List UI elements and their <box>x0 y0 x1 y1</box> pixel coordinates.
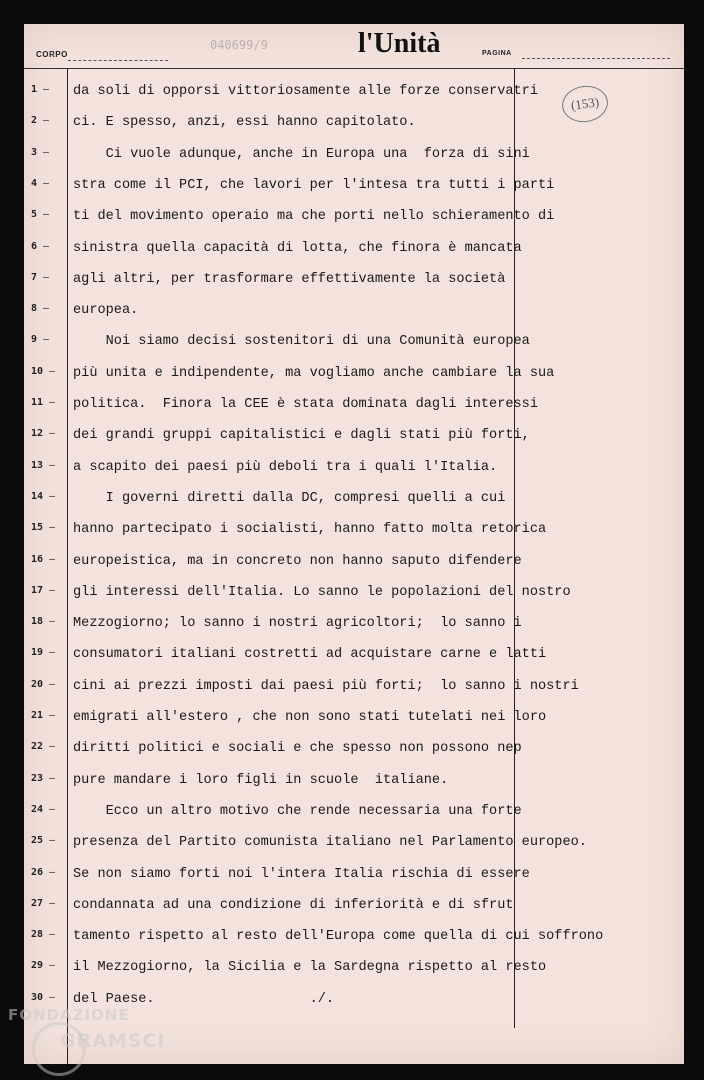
text-line <box>24 272 684 294</box>
line-number: 14 — <box>31 491 67 502</box>
line-text: stra come il PCI, che lavori per l'intesa tra tutti i parti <box>73 177 555 193</box>
typescript-page <box>24 24 684 1064</box>
line-text: Noi siamo decisi sostenitori di una Comunità europea <box>73 334 530 350</box>
pagina-field-line <box>522 58 670 59</box>
line-text: Se non siamo forti noi l'intera Italia rischia di essere <box>73 866 530 882</box>
text-line <box>24 960 684 982</box>
line-text: gli interessi dell'Italia. Lo sanno le popolazioni del nostro <box>73 584 571 600</box>
text-line <box>24 334 684 356</box>
line-number: 6 — <box>31 241 67 252</box>
line-text: più unita e indipendente, ma vogliamo anche cambiare la sua <box>73 365 555 381</box>
text-line <box>24 835 684 857</box>
line-text: pure mandare i loro figli in scuole italiane. <box>73 772 449 788</box>
text-line <box>24 147 684 169</box>
line-number: 16 — <box>31 554 67 565</box>
line-number: 3 — <box>31 147 67 158</box>
text-line <box>24 303 684 325</box>
text-line <box>24 929 684 951</box>
line-number: 8 — <box>31 303 67 314</box>
text-line <box>24 710 684 732</box>
line-text: condannata ad una condizione di inferiorità e di sfrut <box>73 897 514 913</box>
text-line <box>24 209 684 231</box>
line-number: 20 — <box>31 679 67 690</box>
text-line <box>24 679 684 701</box>
text-line <box>24 397 684 419</box>
line-number: 29 — <box>31 960 67 971</box>
text-line <box>24 522 684 544</box>
text-line <box>24 616 684 638</box>
line-number: 18 — <box>31 616 67 627</box>
line-number: 24 — <box>31 804 67 815</box>
text-line <box>24 585 684 607</box>
line-text: presenza del Partito comunista italiano nel Parlamento europeo. <box>73 835 587 851</box>
line-text: dei grandi gruppi capitalistici e dagli stati più forti, <box>73 428 530 444</box>
line-number: 13 — <box>31 460 67 471</box>
line-text: hanno partecipato i socialisti, hanno fatto molta retorica <box>73 522 547 538</box>
text-line <box>24 647 684 669</box>
text-line <box>24 491 684 513</box>
line-number: 21 — <box>31 710 67 721</box>
header-rule <box>24 68 684 69</box>
text-line <box>24 428 684 450</box>
line-number: 2 — <box>31 115 67 126</box>
line-number: 17 — <box>31 585 67 596</box>
text-line <box>24 773 684 795</box>
pagina-label: PAGINA <box>482 50 512 57</box>
line-text: Mezzogiorno; lo sanno i nostri agricoltori; lo sanno i <box>73 616 522 632</box>
handwritten-page-number: (153) <box>560 83 611 125</box>
text-line <box>24 84 684 106</box>
line-text: tamento rispetto al resto dell'Europa come quella di cui soffrono <box>73 929 604 945</box>
line-text: ti del movimento operaio ma che porti nello schieramento di <box>73 209 555 225</box>
text-line <box>24 804 684 826</box>
line-text: Ecco un altro motivo che rende necessaria una forte <box>73 803 522 819</box>
line-text: sinistra quella capacità di lotta, che finora è mancata <box>73 240 522 256</box>
line-number: 1 — <box>31 84 67 95</box>
line-text: ci. E spesso, anzi, essi hanno capitolato. <box>73 115 416 131</box>
text-line <box>24 178 684 200</box>
line-text: il Mezzogiorno, la Sicilia e la Sardegna rispetto al resto <box>73 960 547 976</box>
foundation-watermark <box>2 1000 202 1080</box>
line-text: emigrati all'estero , che non sono stati tutelati nei loro <box>73 710 547 725</box>
text-line <box>24 898 684 920</box>
line-number: 15 — <box>31 522 67 533</box>
line-number: 12 — <box>31 428 67 439</box>
line-text: europea. <box>73 303 139 319</box>
line-number: 28 — <box>31 929 67 940</box>
text-line <box>24 460 684 482</box>
line-number: 7 — <box>31 272 67 283</box>
watermark-line-1: FONDAZIONE <box>8 1006 130 1024</box>
corpo-field-line <box>68 60 168 61</box>
line-number: 9 — <box>31 334 67 345</box>
text-line <box>24 741 684 763</box>
line-text: cini ai prezzi imposti dai paesi più forti; lo sanno i nostri <box>73 678 579 694</box>
line-number: 23 — <box>31 773 67 784</box>
text-line <box>24 115 684 137</box>
text-line <box>24 241 684 263</box>
text-line <box>24 366 684 388</box>
line-text: a scapito dei paesi più deboli tra i quali l'Italia. <box>73 459 498 475</box>
line-number: 22 — <box>31 741 67 752</box>
text-line <box>24 867 684 889</box>
line-number: 27 — <box>31 898 67 909</box>
corpo-label: CORPO <box>36 50 68 59</box>
line-text: Ci vuole adunque, anche in Europa una forza di sini <box>73 146 530 162</box>
line-text: politica. Finora la CEE è stata dominata dagli interessi <box>73 397 538 412</box>
page-header <box>24 24 684 68</box>
line-text: diritti politici e sociali e che spesso non possono nep <box>73 741 522 757</box>
line-text: agli altri, per trasformare effettivamente la società <box>73 271 506 287</box>
line-number: 10 — <box>31 366 67 377</box>
line-text: da soli di opporsi vittoriosamente alle forze conservatri <box>73 84 538 99</box>
line-number: 26 — <box>31 867 67 878</box>
line-number: 25 — <box>31 835 67 846</box>
watermark-line-2: GRAMSCI <box>60 1030 166 1052</box>
line-number: 30 — <box>31 992 67 1003</box>
line-number: 19 — <box>31 647 67 658</box>
archive-stamp: 040699/9 <box>210 38 268 52</box>
line-text: consumatori italiani costretti ad acquistare carne e latti <box>73 647 547 663</box>
line-text: I governi diretti dalla DC, compresi quelli a cui <box>73 490 506 506</box>
masthead-title: l'Unità <box>358 28 441 59</box>
line-number: 4 — <box>31 178 67 189</box>
line-number: 5 — <box>31 209 67 220</box>
text-line <box>24 554 684 576</box>
line-number: 11 — <box>31 397 67 408</box>
line-text: europeistica, ma in concreto non hanno saputo difendere <box>73 553 522 569</box>
line-text: del Paese. ./. <box>73 991 335 1007</box>
